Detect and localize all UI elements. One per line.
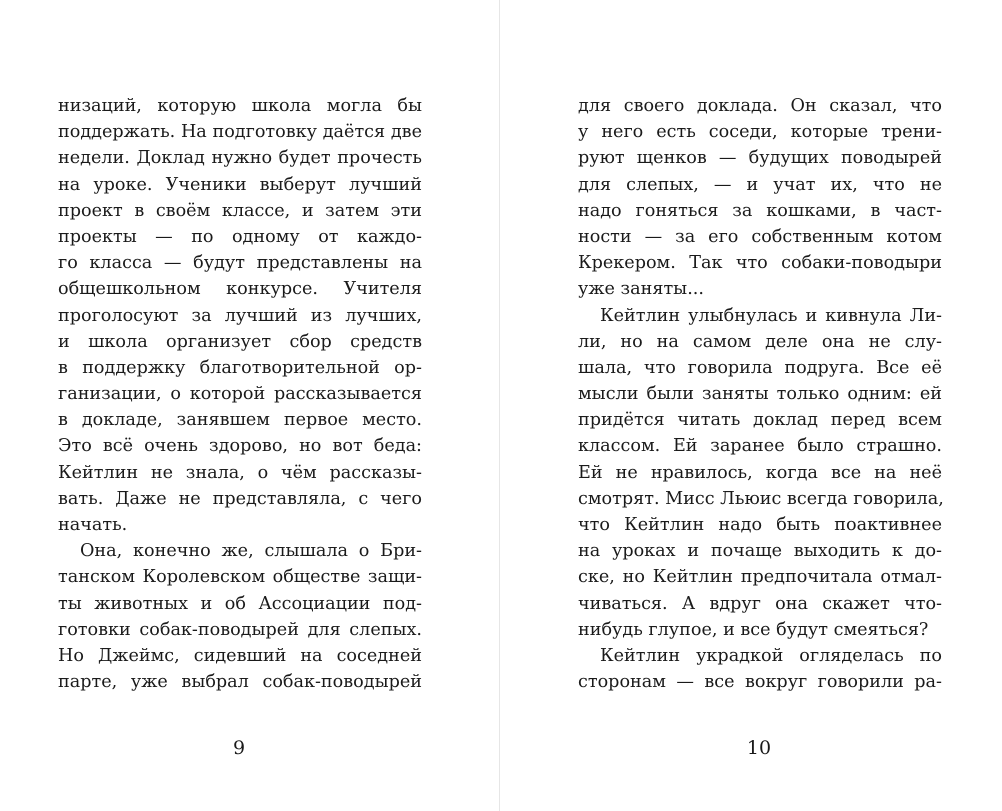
text-line: проект в своём классе, и затем эти [58, 200, 422, 221]
text-line: нибудь глупое, и все будут смеяться? [578, 619, 929, 640]
text-line: вать. Даже не представляла, с чего [58, 488, 422, 509]
left-page-number: 9 [232, 737, 246, 759]
right-page-number: 10 [746, 737, 772, 759]
text-line: уже заняты... [578, 279, 704, 300]
right-page [501, 0, 1001, 811]
text-line: Но Джеймс, сидевший на соседней [58, 645, 422, 666]
text-line: для слепых, — и учат их, что не [578, 174, 942, 195]
text-line: ске, но Кейтлин предпочитала отмал- [578, 567, 942, 588]
text-line: проголосуют за лучший из лучших, [58, 305, 422, 326]
text-line: что Кейтлин надо быть поактивнее [578, 515, 942, 535]
text-line: низаций, которую школа могла бы [58, 96, 422, 116]
text-line: поддержать. На подготовку даётся две [58, 122, 422, 143]
text-line: проекты — по одному от каждо- [58, 226, 422, 247]
text-line: на уроках и почаще выходить к до- [578, 541, 942, 562]
left-page [0, 0, 500, 811]
page-gutter [499, 0, 500, 811]
text-line: ты животных и об Ассоциации под- [58, 593, 422, 614]
text-line: го класса — будут представлены на [58, 253, 422, 274]
text-line: парте, уже выбрал собак-поводырей [58, 672, 422, 693]
text-line: Кейтлин улыбнулась и кивнула Ли- [600, 305, 942, 326]
left-page-text [58, 93, 422, 695]
text-line: Она, конечно же, слышала о Бри- [80, 541, 422, 562]
text-line: сторонам — все вокруг говорили ра- [578, 672, 942, 693]
text-line: ли, но на самом деле она не слу- [578, 331, 942, 352]
text-line: недели. Доклад нужно будет прочесть [58, 148, 422, 169]
right-page-text [578, 93, 942, 695]
text-line: на уроке. Ученики выберут лучший [58, 174, 422, 195]
text-line: Кейтлин не знала, о чём рассказы- [58, 462, 422, 483]
text-line: общешкольном конкурсе. Учителя [58, 279, 422, 300]
text-line: Крекером. Так что собаки-поводыри [578, 253, 942, 274]
text-line: руют щенков — будущих поводырей [578, 148, 942, 169]
text-line: готовки собак-поводырей для слепых. [58, 619, 422, 640]
text-line: для своего доклада. Он сказал, что [578, 96, 942, 116]
text-line: шала, что говорила подруга. Все её [578, 357, 942, 378]
text-line: ганизации, о которой рассказывается [58, 384, 422, 405]
text-line: танском Королевском обществе защи- [58, 567, 422, 588]
text-line: Ей не нравилось, когда все на неё [578, 462, 942, 483]
text-line: Это всё очень здорово, но вот беда: [58, 436, 422, 457]
text-line: придётся читать доклад перед всем [578, 410, 942, 431]
text-line: в докладе, занявшем первое место. [58, 410, 422, 431]
text-line: Кейтлин украдкой огляделась по [600, 645, 942, 666]
text-line: надо гоняться за кошками, в част- [578, 200, 942, 221]
text-line: начать. [58, 515, 128, 535]
text-line: классом. Ей заранее было страшно. [578, 436, 942, 457]
text-line: в поддержку благотворительной ор- [58, 357, 422, 378]
text-line: и школа организует сбор средств [58, 331, 422, 352]
text-line: смотрят. Мисс Льюис всегда говорила, [578, 488, 944, 509]
text-line: ности — за его собственным котом [578, 226, 942, 247]
text-line: чиваться. А вдруг она скажет что- [578, 593, 942, 614]
text-line: мысли были заняты только одним: ей [578, 384, 942, 405]
text-line: у него есть соседи, которые трени- [578, 122, 942, 143]
